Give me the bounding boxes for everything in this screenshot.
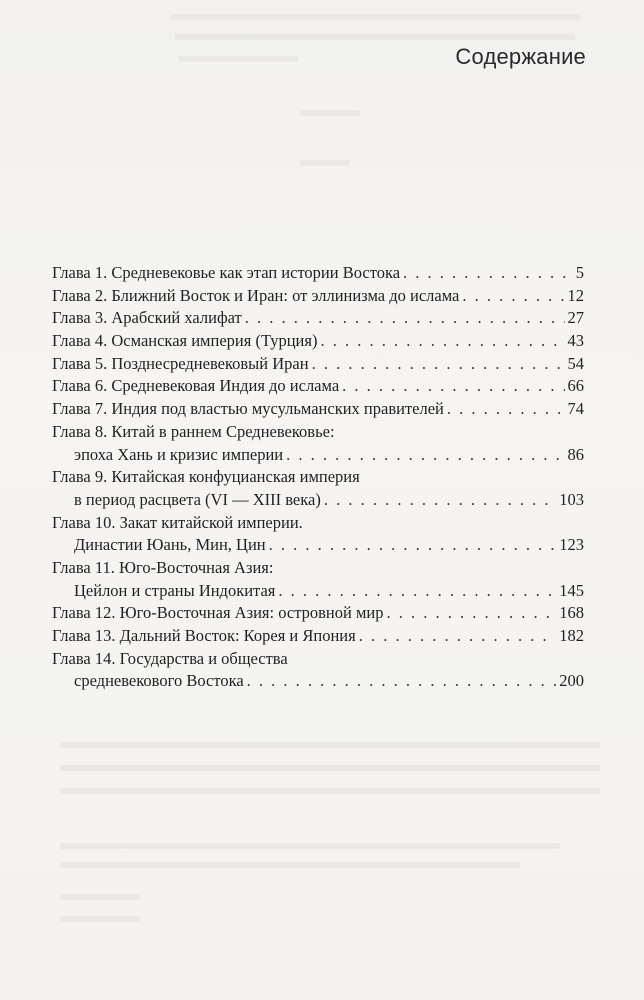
page-title: Содержание	[455, 44, 586, 69]
chapter-title-text: в период расцвета (VI — XIII века)	[74, 489, 321, 509]
dot-leader	[403, 262, 573, 285]
toc-entry-line	[52, 307, 584, 330]
dot-leader	[342, 375, 564, 398]
dot-leader	[320, 330, 564, 353]
dot-leader	[324, 489, 556, 512]
chapter-title-text: Глава 14. Государства и общества	[52, 648, 288, 668]
toc-entry-line	[52, 466, 584, 489]
toc-entry	[52, 262, 584, 285]
toc-entry-line	[52, 421, 584, 444]
table-of-contents	[52, 262, 584, 693]
chapter-title-text: Глава 6. Средневековая Индия до ислама	[52, 376, 340, 396]
bleed-through-mark	[300, 110, 360, 116]
dot-leader	[462, 285, 564, 308]
chapter-title-text: средневекового Востока	[74, 671, 244, 691]
toc-entry	[52, 512, 584, 557]
page-number: 86	[567, 444, 584, 464]
chapter-title-text: Глава 3. Арабский халифат	[52, 308, 242, 328]
bleed-through-mark	[60, 742, 600, 748]
dot-leader	[359, 625, 557, 648]
chapter-title-text: Династии Юань, Мин, Цин	[74, 535, 266, 555]
dot-leader	[278, 580, 556, 603]
bleed-through-mark	[60, 916, 140, 922]
bleed-through-mark	[170, 14, 580, 20]
toc-entry-line	[52, 285, 584, 308]
bleed-through-mark	[300, 160, 350, 166]
page-number: 123	[559, 535, 584, 555]
toc-entry	[52, 307, 584, 330]
page-number: 12	[567, 285, 584, 305]
toc-entry-line	[52, 648, 584, 671]
page-number: 182	[559, 626, 584, 645]
bleed-through-mark	[175, 34, 575, 40]
page-number: 54	[567, 353, 584, 373]
chapter-title-text: Цейлон и страны Индокитая	[74, 580, 276, 600]
page-number: 43	[567, 331, 584, 351]
toc-entry	[52, 557, 584, 602]
toc-entry	[52, 330, 584, 353]
chapter-title-text: Глава 12. Юго-Восточная Азия: островной мир	[52, 603, 384, 623]
dot-leader	[447, 398, 565, 421]
chapter-title-text: Глава 7. Индия под властью мусульманских правителей	[52, 399, 444, 419]
dot-leader	[247, 670, 557, 693]
chapter-title-text: Глава 13. Дальний Восток: Корея и Япония	[52, 626, 356, 645]
toc-entry-continuation	[52, 489, 584, 512]
dot-leader	[312, 353, 565, 376]
toc-entry-line	[52, 262, 584, 285]
chapter-title-text: Глава 2. Ближний Восток и Иран: от эллинизма до ислама	[52, 285, 460, 305]
toc-entry	[52, 375, 584, 398]
toc-entry	[52, 353, 584, 376]
bleed-through-mark	[60, 788, 600, 794]
bleed-through-mark	[60, 862, 520, 868]
toc-entry-line	[52, 557, 584, 580]
toc-entry-line	[52, 512, 584, 535]
bleed-through-mark	[60, 765, 600, 771]
page-number: 74	[567, 399, 584, 419]
chapter-title-text: Глава 10. Закат китайской империи.	[52, 512, 303, 532]
page-number: 103	[559, 489, 584, 509]
chapter-title-text: Глава 9. Китайская конфуцианская империя	[52, 467, 360, 487]
toc-entry	[52, 602, 584, 625]
page-number: 5	[575, 263, 584, 282]
toc-entry	[52, 421, 584, 466]
dot-leader	[245, 307, 565, 330]
chapter-title-text: Глава 11. Юго-Восточная Азия:	[52, 557, 274, 577]
toc-entry	[52, 648, 584, 693]
toc-entry-line	[52, 330, 584, 353]
toc-entry-continuation	[52, 534, 584, 557]
chapter-title-text: Глава 1. Средневековье как этап истории Востока	[52, 263, 401, 282]
toc-entry	[52, 466, 584, 511]
bleed-through-mark	[60, 843, 560, 849]
toc-entry	[52, 625, 584, 648]
dot-leader	[386, 602, 556, 625]
dot-leader	[269, 534, 557, 557]
chapter-title-text: Глава 5. Позднесредневековый Иран	[52, 353, 309, 373]
toc-entry-line	[52, 398, 584, 421]
toc-entry-line	[52, 375, 584, 398]
toc-entry-line	[52, 625, 584, 648]
toc-entry-continuation	[52, 670, 584, 693]
toc-entry-line	[52, 602, 584, 625]
dot-leader	[286, 444, 564, 467]
toc-entry	[52, 285, 584, 308]
page-number: 145	[559, 580, 584, 600]
bleed-through-mark	[178, 56, 298, 62]
page-number: 200	[559, 671, 584, 691]
toc-entry-continuation	[52, 580, 584, 603]
page-number: 27	[567, 308, 584, 328]
page-number: 66	[567, 376, 584, 396]
page-number: 168	[559, 603, 584, 623]
chapter-title-text: эпоха Хань и кризис империи	[74, 444, 284, 464]
chapter-title-text: Глава 8. Китай в раннем Средневековье:	[52, 421, 335, 441]
chapter-title-text: Глава 4. Османская империя (Турция)	[52, 331, 318, 351]
toc-entry	[52, 398, 584, 421]
toc-entry-line	[52, 353, 584, 376]
toc-entry-continuation	[52, 444, 584, 467]
bleed-through-mark	[60, 894, 140, 900]
